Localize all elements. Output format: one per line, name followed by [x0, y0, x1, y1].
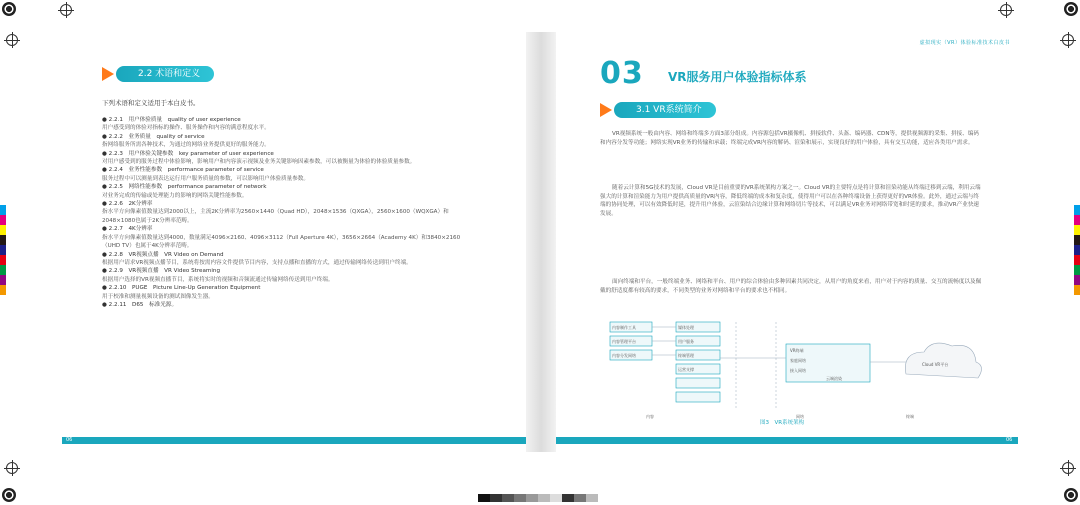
cloud-shape [905, 343, 981, 378]
intro-text: 下列术语和定义适用于本白皮书。 [102, 99, 200, 107]
diagram-label: VR终端 [790, 348, 804, 353]
section-badge-2-2: 2.2 术语和定义 [116, 66, 214, 82]
crosshair-icon [1000, 4, 1012, 16]
svg-text:Cloud VR平台: Cloud VR平台 [922, 362, 949, 367]
term-heading: ● 2.2.4 业务性能参数 performance parameter of service [102, 167, 264, 174]
registration-mark-top-left [2, 2, 16, 16]
registration-mark-bottom-right [1064, 488, 1078, 502]
term-list [102, 116, 462, 309]
footer-bar-right [556, 437, 1018, 444]
crosshair-icon [60, 4, 72, 16]
term-heading: ● 2.2.11 D65 标准光源。 [102, 301, 178, 308]
diagram-label: 终端管理 [678, 353, 694, 358]
crosshair-icon [6, 462, 18, 474]
term-heading: ● 2.2.6 2K分辨率 [102, 201, 153, 208]
term-heading: ● 2.2.2 业务质量 quality of service [102, 133, 205, 140]
diagram-label: 用户服务 [678, 339, 694, 344]
registration-mark-bottom-left [2, 488, 16, 502]
term-heading: ● 2.2.7 4K分辨率 [102, 226, 153, 233]
book-spine [526, 32, 556, 452]
diagram-bottom-label: 网络 [796, 414, 804, 419]
term-heading: ● 2.2.8 VR视频点播 VR Video on Demand [102, 251, 224, 258]
play-arrow-icon [100, 66, 116, 82]
term-definition: 对用户感受到的服务过程中体验影响，影响用户和内容演示视频及业务关键影响因素参数，可以被衡量为体验的体验质量参数。 [102, 159, 416, 166]
diagram-label: 接入网络 [790, 368, 806, 373]
paragraph-3: 面向终端和平台，一般终端业务、网络和平台、用户的综合体验由多种因素共同决定，从用户的角度来看，用户对于内容的质量、交互的流畅度以及佩戴的舒适度都有较高的要求，不同类型的业务对网络和平台的要求也不相同。 [600, 279, 982, 294]
footer-bar-left [62, 437, 526, 444]
paragraph-1: VR视频系统一般由内容、网络和终端多方面3部分组成。内容源包括VR摄像机、拼接软件、头盔、编码器、CDN等，提供视频源的采集、拼接、编码和内容分发等功能；网络实现VR业务的传输和承载；终端完成VR内容的解码、渲染和展示，实现良好的用户体验，具有交互功能，适应各类用户需求。 [600, 131, 980, 146]
term-definition: 根据用户请求VR视频点播节目，系统将按需内容文件提供节目内容，支持点播和直播的方式，通过传输网络传送到用户终端。 [102, 259, 412, 266]
term-definition: 对业务完成的传输或处理能力的影响的网络关键性能参数。 [102, 192, 248, 199]
diagram-label: 内容管理平台 [612, 339, 636, 344]
term-definition: 指水平方向像素值数量达到2000以上，主流2K分辨率为2560×1440（Quad HD），2048×1536（QXGA），2560×1600（WQXGA）和2048×1080也属于2K分辨率范畴。 [102, 209, 449, 224]
term-definition: 用于校准和测量视频设备的测试图像发生器。 [102, 293, 214, 300]
registration-mark-top-right [1064, 2, 1078, 16]
diagram-label: 内容制作工具 [612, 325, 636, 330]
vr-system-diagram [606, 318, 984, 426]
term-heading: ● 2.2.5 网络性能参数 performance parameter of network [102, 184, 267, 191]
diagram-bottom-label: 内容 [646, 414, 654, 419]
play-arrow-icon [598, 102, 614, 118]
diagram-label: 内容分发网络 [612, 353, 636, 358]
paragraph-2: 随着云计算和5G技术的发展，Cloud VR是目前重要的VR系统架构方案之一。Cloud VR的主要特点是将计算和渲染功能从终端迁移到云端，利用云端强大的计算和渲染能力为用户提供高质量的VR内容，降低终端的成本和复杂度，使得用户可以在各种终端设备上获得更好的VR体验。此外，通过云端与终端的协同处理，可以有效降低时延，提升用户体验，云渲染结合边缘计算和网络切片等技术，可以满足VR业务对网络带宽和时延的要求，推动VR产业快速发展。 [600, 185, 981, 217]
term-definition: 指网络服务所需各种技术，为通过的网络业务提供更好的服务能力。 [102, 142, 270, 149]
color-strip-left [0, 205, 6, 305]
term-heading: ● 2.2.1 用户体验质量 quality of user experience [102, 117, 241, 123]
section-badge-3-1: 3.1 VR系统简介 [614, 102, 716, 118]
diagram-label: 云端渲染 [826, 376, 842, 381]
term-definition: 根据用户选择的VR视频直播节目，系统将实时的视频和音频流通过传输网络传送到用户终端。 [102, 276, 334, 283]
page-number-right: 06 [1006, 437, 1013, 443]
term-definition: 用户感受到的体验对指标的操作、服务操作和内容的满意程度水平。 [102, 125, 270, 132]
term-heading: ● 2.2.9 VR视频直播 VR Video Streaming [102, 268, 220, 275]
color-strip-right [1074, 205, 1080, 305]
chapter-title: VR服务用户体验指标体系 [668, 70, 807, 84]
diagram-label: 运营支撑 [678, 367, 694, 372]
term-heading: ● 2.2.10 PUGE Picture Line-Up Generation Equipment [102, 285, 261, 292]
term-heading: ● 2.2.3 用户体验关键参数 key parameter of user experience [102, 150, 274, 157]
crosshair-icon [6, 34, 18, 46]
page-number-left: 06 [66, 437, 73, 443]
term-definition: 指水平方向像素值数量达到4000，数量满足4096×2160、4096×3112（Full Aperture 4K），3656×2664（Academy 4K）和3840×2160（UHD TV）也属于4K分辨率范畴。 [102, 234, 461, 250]
crosshair-icon [1062, 462, 1074, 474]
crosshair-icon [1062, 34, 1074, 46]
running-header: 虚拟现实（VR）体验标准技术白皮书 [919, 40, 1010, 46]
chapter-number: 03 [600, 56, 644, 91]
term-definition: 服务过程中可以测量到表达运行用户服务质量的参数，可以影响用户体验质量参数。 [102, 175, 309, 182]
diagram-bottom-label: 终端 [906, 414, 914, 419]
diagram-label: 媒体处理 [678, 325, 694, 330]
figure-caption: 图3 VR系统架构 [760, 420, 805, 426]
diagram-label: 家庭网络 [790, 358, 806, 363]
